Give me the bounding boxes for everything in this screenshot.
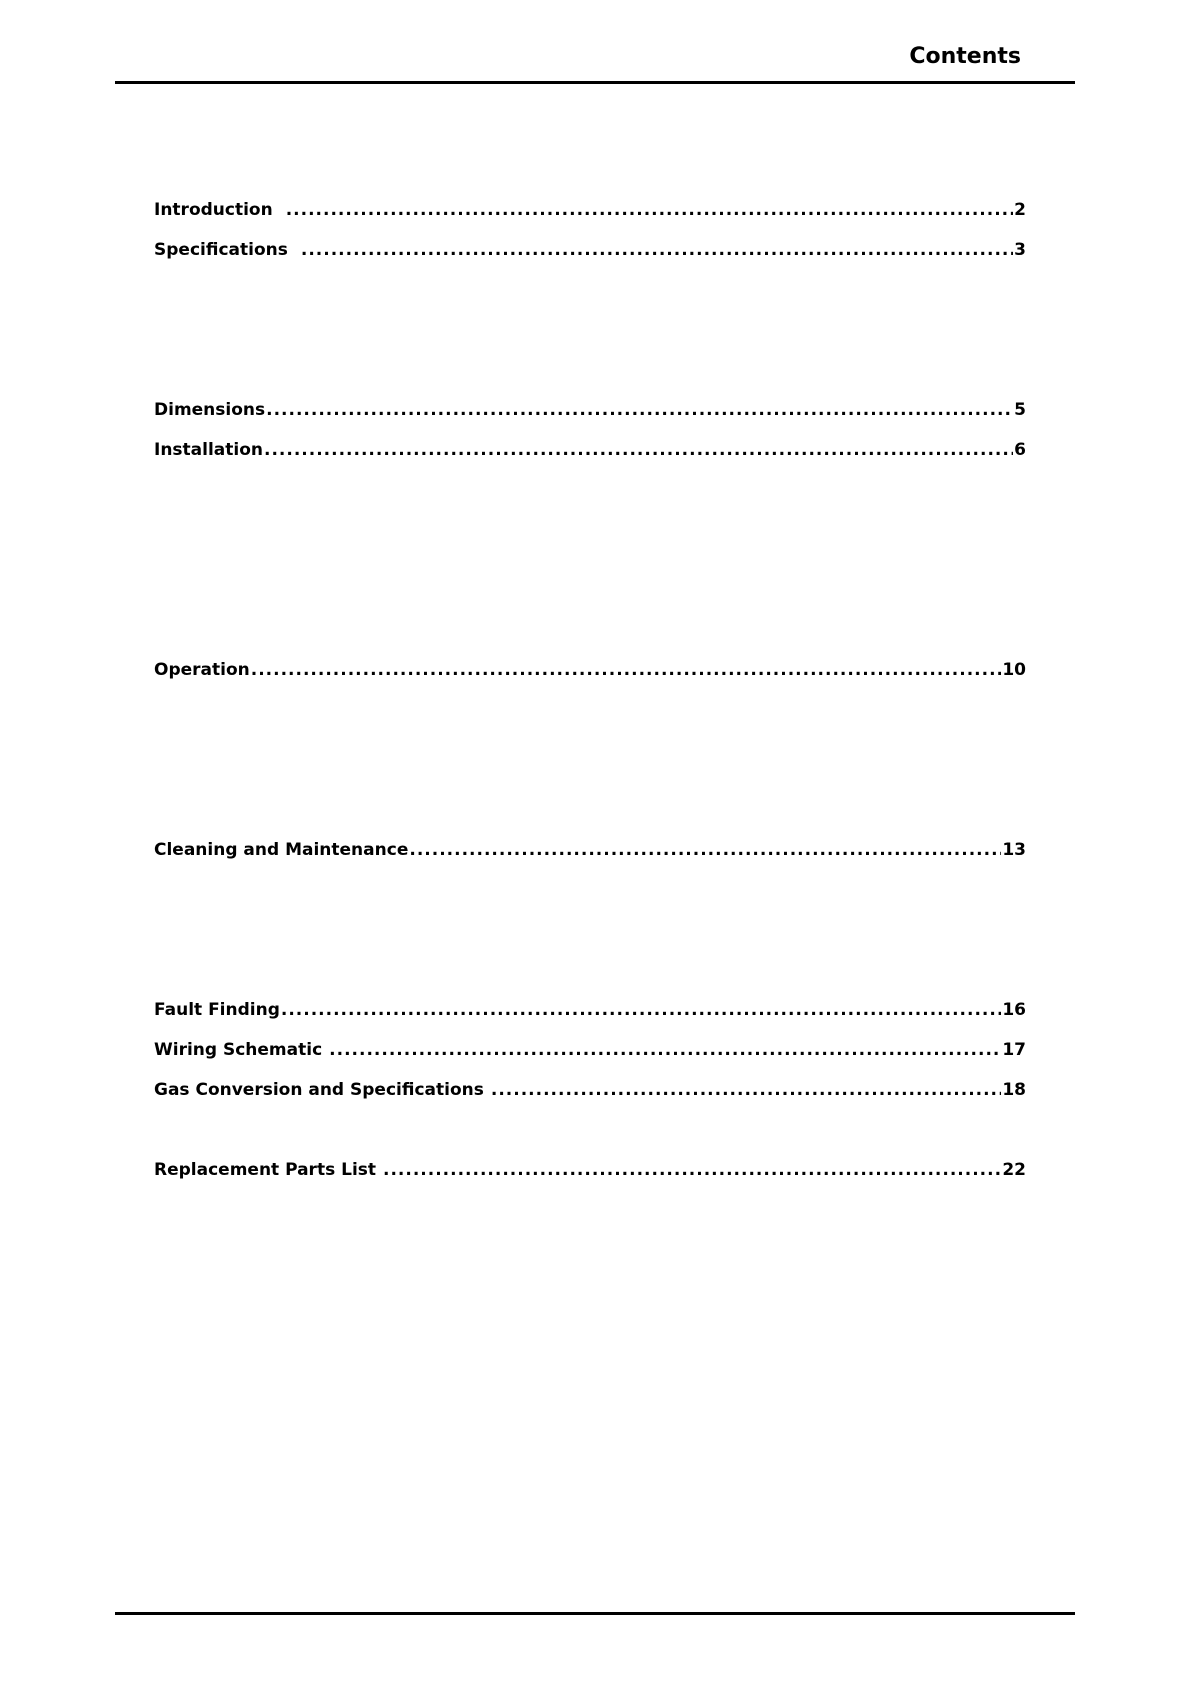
dot-leader (301, 240, 1013, 260)
toc-entry-cleaning-and-maintenance[interactable] (154, 840, 1026, 860)
dot-leader (491, 1080, 1001, 1100)
toc-entry-wiring-schematic[interactable] (154, 1040, 1026, 1060)
toc-entry-title: Fault Finding (154, 1000, 280, 1020)
toc-entry-title: Replacement Parts List (154, 1160, 377, 1180)
toc-entry-operation[interactable] (154, 660, 1026, 680)
toc-entry-introduction[interactable] (154, 200, 1026, 220)
toc-entry-specifications[interactable] (154, 240, 1026, 260)
toc-entry-title: Cleaning and Maintenance (154, 840, 409, 860)
toc-entry-page: 3 (1014, 240, 1026, 260)
dot-leader (329, 1040, 1001, 1060)
toc-entry-title: Gas Conversion and Specifications (154, 1080, 484, 1100)
toc-entry-page: 18 (1002, 1080, 1026, 1100)
toc-entry-title: Dimensions (154, 400, 266, 420)
dot-leader (286, 200, 1013, 220)
toc-entry-page: 6 (1014, 440, 1026, 460)
toc-entry-replacement-parts-list[interactable] (154, 1160, 1026, 1180)
dot-leader (383, 1160, 1001, 1180)
toc-entry-title: Introduction (154, 200, 273, 220)
header-rule (115, 81, 1075, 84)
toc-entry-page: 10 (1002, 660, 1026, 680)
toc-entry-title: Operation (154, 660, 250, 680)
toc-entry-fault-finding[interactable] (154, 1000, 1026, 1020)
toc-entry-page: 22 (1002, 1160, 1026, 1180)
toc-entry-dimensions[interactable] (154, 400, 1026, 420)
toc-entry-title: Wiring Schematic (154, 1040, 323, 1060)
footer-rule (115, 1612, 1075, 1615)
dot-leader (264, 440, 1013, 460)
toc-entry-page: 16 (1002, 1000, 1026, 1020)
toc-entry-title: Specifications (154, 240, 288, 260)
toc-entry-installation[interactable] (154, 440, 1026, 460)
toc-entry-page: 5 (1014, 400, 1026, 420)
dot-leader (251, 660, 1002, 680)
toc-entry-gas-conversion[interactable] (154, 1080, 1026, 1100)
toc-entry-page: 13 (1002, 840, 1026, 860)
toc-entry-page: 2 (1014, 200, 1026, 220)
dot-leader (266, 400, 1013, 420)
toc-entry-title: Installation (154, 440, 264, 460)
dot-leader (409, 840, 1001, 860)
dot-leader (281, 1000, 1001, 1020)
page-title: Contents (909, 44, 1021, 69)
toc-entry-page: 17 (1002, 1040, 1026, 1060)
